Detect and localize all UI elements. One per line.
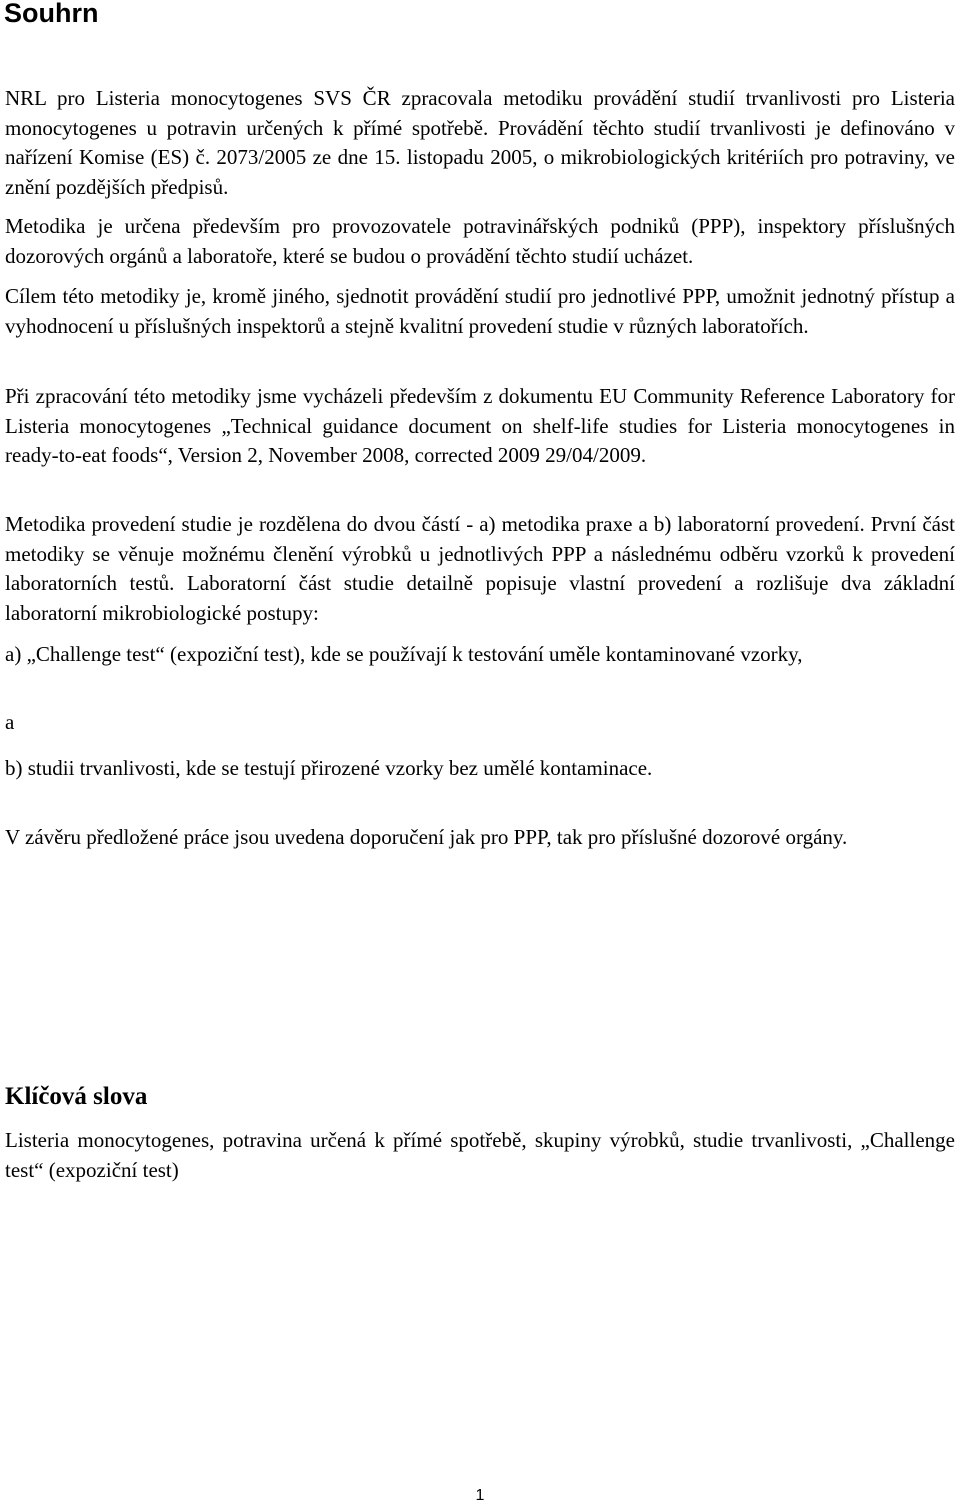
paragraph-conjunction: a — [5, 710, 15, 734]
paragraph-structure: Metodika provedení studie je rozdělena do dvou částí - a) metodika praxe a b) laboratorní provedení. První část metodiky se věnuje možnému členění výrobků u jednotlivých PPP a následnému odběru vzorků k provedení laboratorních testů. Laboratorní část studie detailně popisuje vlastní provedení a rozlišuje dva základní laboratorní mikrobiologické postupy: — [5, 512, 955, 625]
paragraph-shelf-life-study: b) studii trvanlivosti, kde se testují přirozené vzorky bez umělé kontaminace. — [5, 756, 653, 780]
paragraph-keywords: Listeria monocytogenes, potravina určená k přímé spotřebě, skupiny výrobků, studie trvanlivosti, „Challenge test“ (expoziční test) — [5, 1128, 955, 1182]
paragraph-audience: Metodika je určena především pro provozovatele potravinářských podniků (PPP), inspektory příslušných dozorových orgánů a laboratoře, které se budou o provádění těchto studií ucházet. — [5, 214, 955, 268]
section-heading-summary: Souhrn — [4, 0, 99, 28]
paragraph-intro: NRL pro Listeria monocytogenes SVS ČR zpracovala metodiku provádění studií trvanlivosti pro Listeria monocytogenes u potravin určených k přímé spotřebě. Provádění těchto studií trvanlivosti je definováno v nařízení Komise (ES) č. 2073/2005 ze dne 15. listopadu 2005, o mikrobiologických kritériích pro potraviny, ve znění pozdějších předpisů. — [5, 86, 955, 199]
paragraph-challenge-test: a) „Challenge test“ (expoziční test), kde se používají k testování uměle kontaminované vzorky, — [5, 642, 803, 666]
paragraph-source: Při zpracování této metodiky jsme vycházeli především z dokumentu EU Community Reference Laboratory for Listeria monocytogenes „Technical guidance document on shelf-life studies for Listeria monocytogenes in ready-to-eat foods“, Version 2, November 2008, corrected 2009 29/04/2009. — [5, 384, 955, 467]
page-number: 1 — [475, 1487, 485, 1504]
paragraph-goal: Cílem této metodiky je, kromě jiného, sjednotit provádění studií pro jednotlivé PPP, umožnit jednotný přístup a vyhodnocení u příslušných inspektorů a stejně kvalitní provedení studie v různých laboratořích. — [5, 284, 955, 338]
section-heading-keywords: Klíčová slova — [5, 1083, 148, 1110]
paragraph-conclusion: V závěru předložené práce jsou uvedena doporučení jak pro PPP, tak pro příslušné dozorové orgány. — [5, 825, 848, 849]
